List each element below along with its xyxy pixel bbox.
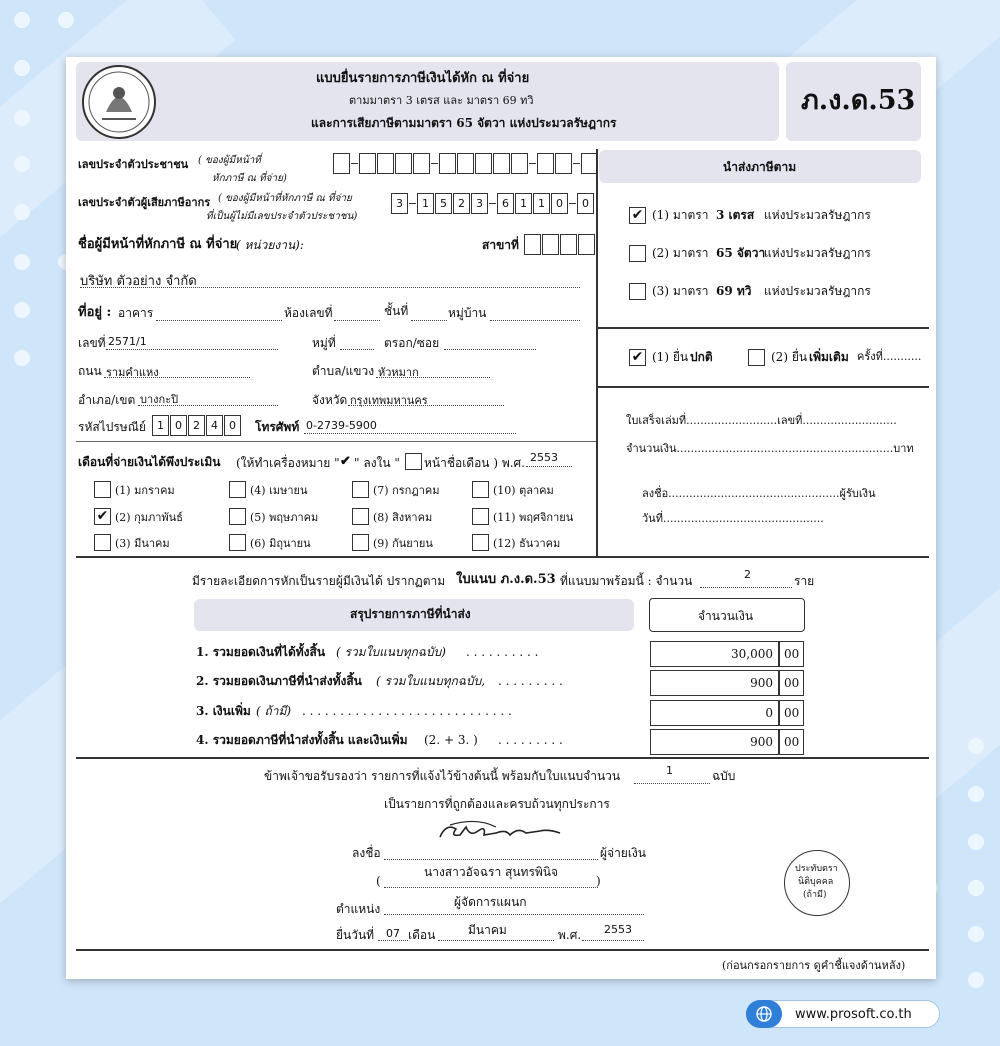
amount-field[interactable] bbox=[650, 641, 804, 667]
month-checkbox[interactable] bbox=[352, 508, 369, 525]
baht-satang-separator bbox=[778, 671, 780, 695]
globe-icon bbox=[746, 1000, 782, 1028]
amount-satang: 00 bbox=[784, 735, 800, 749]
divider bbox=[76, 949, 929, 951]
baht-satang-separator bbox=[778, 701, 780, 725]
village-field[interactable] bbox=[490, 320, 580, 321]
file-year-label: พ.ศ. bbox=[558, 928, 582, 942]
divider bbox=[76, 441, 597, 442]
separator-dash bbox=[489, 203, 496, 204]
separator-dash bbox=[351, 163, 358, 164]
village-label: หมู่บ้าน bbox=[448, 306, 487, 320]
baht-satang-separator bbox=[778, 642, 780, 666]
citizen-id-digit[interactable] bbox=[439, 153, 456, 174]
summary-row-label: 4. รวมยอดภาษีที่นำส่งทั้งสิ้น และเงินเพิ่ม bbox=[196, 733, 408, 747]
soi-label: ตรอก/ซอย bbox=[384, 336, 440, 350]
district-line bbox=[138, 405, 278, 406]
district-value[interactable]: บางกะปิ bbox=[140, 393, 179, 406]
tax-id-digit[interactable]: 2 bbox=[453, 193, 470, 214]
section-3-tres-checkbox[interactable] bbox=[629, 207, 646, 224]
province-label: จังหวัด bbox=[312, 393, 348, 407]
payer-name-paren: ) bbox=[596, 874, 601, 888]
postcode-digit[interactable]: 0 bbox=[224, 415, 241, 436]
certify-text: ข้าพเจ้าขอรับรองว่า รายการที่แจ้งไว้ข้างต้นนี้ พร้อมกับใบแนบจำนวน bbox=[264, 769, 621, 783]
postcode-digit[interactable]: 2 bbox=[188, 415, 205, 436]
revenue-department-logo bbox=[82, 65, 156, 139]
remit-option-label: (3) มาตรา bbox=[652, 284, 709, 298]
month-label: (4) เมษายน bbox=[250, 484, 308, 497]
soi-field[interactable] bbox=[444, 349, 536, 350]
background-dot bbox=[968, 926, 984, 942]
postcode-digit[interactable]: 4 bbox=[206, 415, 223, 436]
province-value[interactable]: กรุงเทพมหานคร bbox=[350, 394, 428, 407]
background-dot bbox=[14, 60, 30, 76]
citizen-id-digit[interactable] bbox=[457, 153, 474, 174]
separator-dash bbox=[409, 203, 416, 204]
signature-image bbox=[436, 819, 566, 849]
district-label: อำเภอ/เขต bbox=[78, 393, 136, 407]
payer-name-line bbox=[384, 887, 598, 888]
phone-label: โทรศัพท์ bbox=[255, 420, 300, 434]
payer-name-label: ชื่อผู้มีหน้าที่หักภาษี ณ ที่จ่าย bbox=[78, 237, 238, 252]
amount-field[interactable] bbox=[650, 670, 804, 696]
website-badge[interactable] bbox=[746, 1000, 940, 1028]
month-checkbox[interactable] bbox=[229, 508, 246, 525]
month-label: (1) มกราคม bbox=[115, 484, 175, 497]
address-label: ที่อยู่ : bbox=[78, 305, 112, 320]
month-checkbox[interactable] bbox=[94, 534, 111, 551]
tax-id-digit[interactable]: 5 bbox=[435, 193, 452, 214]
month-checkbox[interactable] bbox=[94, 481, 111, 498]
year-line bbox=[582, 940, 644, 941]
remit-option-label: (1) มาตรา bbox=[652, 208, 709, 222]
background-dot bbox=[14, 302, 30, 318]
month-instruction: หน้าชื่อเดือน ) พ.ศ. bbox=[424, 456, 525, 470]
moo-label: หมู่ที่ bbox=[312, 336, 336, 350]
additional-filing-checkbox[interactable] bbox=[748, 349, 765, 366]
footer-note: (ก่อนกรอกรายการ ดูคำชี้แจงด้านหลัง) bbox=[722, 959, 906, 972]
address-no-value[interactable]: 2571/1 bbox=[108, 335, 147, 348]
month-checkbox[interactable] bbox=[472, 481, 489, 498]
attachment-text: มีรายละเอียดการหักเป็นรายผู้มีเงินได้ ปรากฏตาม bbox=[192, 574, 446, 588]
certify-text: เป็นรายการที่ถูกต้องและครบถ้วนทุกประการ bbox=[384, 797, 610, 811]
position-label: ตำแหน่ง bbox=[336, 902, 381, 916]
summary-header: สรุปรายการภาษีที่นำส่ง bbox=[350, 607, 471, 621]
amount-satang: 00 bbox=[784, 676, 800, 690]
summary-row-note: (2. + 3. ) bbox=[424, 733, 478, 747]
citizen-id-digit[interactable] bbox=[395, 153, 412, 174]
province-line bbox=[348, 405, 504, 406]
road-label: ถนน bbox=[78, 364, 102, 378]
remit-option-label: (2) มาตรา bbox=[652, 246, 709, 260]
name-line bbox=[80, 287, 580, 288]
file-day[interactable]: 07 bbox=[386, 927, 400, 940]
citizen-id-digit[interactable] bbox=[333, 153, 350, 174]
background-dot bbox=[968, 972, 984, 988]
month-label: (5) พฤษภาคม bbox=[250, 511, 319, 524]
seal-text: ประทับตรา bbox=[795, 864, 838, 874]
month-label: (10) ตุลาคม bbox=[493, 484, 554, 497]
tax-id-digit[interactable]: 3 bbox=[471, 193, 488, 214]
subdistrict-value[interactable]: หัวหมาก bbox=[378, 366, 419, 379]
check-mark-icon: ✔ bbox=[631, 207, 644, 223]
summary-row-label: 3. เงินเพิ่ม bbox=[196, 704, 251, 718]
leader-dots: . . . . . . . . . . bbox=[466, 645, 539, 659]
position-value[interactable]: ผู้จัดการแผนก bbox=[454, 895, 527, 909]
attachment-count[interactable]: 2 bbox=[744, 568, 751, 581]
attachment-text: ที่แนบมาพร้อมนี้ : จำนวน bbox=[560, 574, 693, 588]
background-dot bbox=[968, 880, 984, 896]
background-dot bbox=[968, 738, 984, 754]
address-no-line bbox=[106, 349, 278, 350]
receiver-sign-field[interactable]: ลงชื่อ.................................................ผู้รับเงิน bbox=[642, 487, 876, 500]
form-subtitle: ตามมาตรา 3 เตรส และ มาตรา 69 ทวิ bbox=[349, 94, 534, 107]
tax-id-label: เลขประจำตัวผู้เสียภาษีอากร bbox=[78, 196, 211, 209]
citizen-id-digit[interactable] bbox=[413, 153, 430, 174]
tax-form-page bbox=[66, 57, 936, 979]
tax-id-digit[interactable]: 6 bbox=[497, 193, 514, 214]
payer-name-note: ( หน่วยงาน): bbox=[236, 238, 304, 252]
seal-text: นิติบุคคล bbox=[798, 877, 834, 887]
certify-text: ฉบับ bbox=[712, 769, 736, 783]
background-dot bbox=[58, 12, 74, 28]
background-dot bbox=[14, 350, 30, 366]
attachment-count-line bbox=[700, 587, 792, 588]
summary-row-label: 2. รวมยอดเงินภาษีที่นำส่งทั้งสิ้น bbox=[196, 674, 362, 688]
form-title: แบบยื่นรายการภาษีเงินได้หัก ณ ที่จ่าย bbox=[316, 71, 530, 86]
certify-copies[interactable]: 1 bbox=[666, 764, 673, 777]
check-mark-icon: ✔ bbox=[96, 508, 109, 524]
vertical-divider bbox=[596, 149, 598, 557]
address-no-label: เลขที่ bbox=[78, 336, 106, 350]
separator-dash bbox=[573, 163, 580, 164]
tax-id-digit[interactable]: 1 bbox=[515, 193, 532, 214]
amount-baht: 900 bbox=[750, 676, 773, 690]
baht-satang-separator bbox=[778, 730, 780, 754]
month-label: (11) พฤศจิกายน bbox=[493, 511, 574, 524]
room-label: ห้องเลขที่ bbox=[284, 306, 333, 320]
divider bbox=[597, 327, 929, 329]
month-label: (2) กุมภาพันธ์ bbox=[115, 511, 183, 524]
amount-satang: 00 bbox=[784, 647, 800, 661]
receipt-book-field[interactable]: ใบเสร็จเล่มที่..........................เลขที่........................... bbox=[626, 414, 897, 427]
check-mark-icon: ✔ bbox=[631, 349, 644, 365]
citizen-id-digit[interactable] bbox=[475, 153, 492, 174]
building-field[interactable] bbox=[156, 320, 282, 321]
file-year[interactable]: 2553 bbox=[604, 923, 632, 936]
seal-text: (ถ้ามี) bbox=[803, 890, 827, 900]
room-field[interactable] bbox=[334, 320, 380, 321]
month-checkbox[interactable] bbox=[229, 481, 246, 498]
background-dot bbox=[14, 156, 30, 172]
filing-label: เพิ่มเติม bbox=[809, 350, 849, 364]
attachment-form-name: ใบแนบ ภ.ง.ด.53 bbox=[456, 572, 556, 587]
remit-option-label: 65 จัตวา bbox=[716, 246, 766, 260]
form-code: ภ.ง.ด.53 bbox=[801, 85, 916, 116]
citizen-id-digit[interactable] bbox=[537, 153, 554, 174]
summary-row-note: ( ถ้ามี) bbox=[256, 704, 292, 718]
month-label: (7) กรกฎาคม bbox=[373, 484, 440, 497]
postcode-digit[interactable]: 0 bbox=[170, 415, 187, 436]
month-checkbox[interactable] bbox=[352, 481, 369, 498]
leader-dots: . . . . . . . . . . . . . . . . . . . . . . . . . . . . bbox=[302, 704, 512, 718]
payer-sign-label: ลงชื่อ bbox=[352, 846, 381, 860]
month-year[interactable]: 2553 bbox=[530, 451, 558, 464]
file-date-label: ยื่นวันที่ bbox=[336, 928, 375, 942]
payer-name-paren: ( bbox=[376, 874, 381, 888]
road-value[interactable]: รามคำแหง bbox=[106, 366, 159, 379]
background-dot bbox=[14, 254, 30, 270]
id-label: เลขประจำตัวประชาชน bbox=[78, 158, 189, 171]
day-line bbox=[378, 940, 408, 941]
branch-digit[interactable] bbox=[578, 234, 595, 255]
tax-id-digit[interactable]: 1 bbox=[417, 193, 434, 214]
filing-label: (2) ยื่น bbox=[771, 350, 808, 364]
divider bbox=[76, 556, 929, 558]
divider bbox=[76, 757, 929, 759]
background-dot bbox=[14, 110, 30, 126]
file-month-label: เดือน bbox=[408, 928, 436, 942]
payer-sign-suffix: ผู้จ่ายเงิน bbox=[600, 846, 646, 860]
summary-row-label: 1. รวมยอดเงินที่ได้ทั้งสิ้น bbox=[196, 645, 326, 659]
remit-header: นำส่งภาษีตาม bbox=[723, 160, 797, 174]
background-dot bbox=[14, 204, 30, 220]
background-dot bbox=[968, 834, 984, 850]
month-label: (9) กันยายน bbox=[373, 537, 433, 550]
month-label: (3) มีนาคม bbox=[115, 537, 170, 550]
checkbox-example bbox=[405, 453, 422, 470]
section-69-checkbox[interactable] bbox=[629, 283, 646, 300]
month-checkbox[interactable] bbox=[472, 534, 489, 551]
month-checkbox[interactable] bbox=[94, 508, 111, 525]
tax-id-digit[interactable]: 3 bbox=[391, 193, 408, 214]
year-line bbox=[526, 466, 572, 467]
remit-option-label: แห่งประมวลรัษฎากร bbox=[764, 284, 871, 298]
road-line bbox=[104, 377, 250, 378]
branch-digit[interactable] bbox=[542, 234, 559, 255]
month-checkbox[interactable] bbox=[352, 534, 369, 551]
month-label: (6) มิถุนายน bbox=[250, 537, 311, 550]
citizen-id-digit[interactable] bbox=[511, 153, 528, 174]
payer-full-name[interactable]: นางสาวอัจฉรา สุนทรพินิจ bbox=[424, 865, 559, 879]
receiver-date-field[interactable]: วันที่.............................................. bbox=[642, 512, 824, 525]
amount-baht: 30,000 bbox=[731, 647, 773, 661]
citizen-id-digit[interactable] bbox=[555, 153, 572, 174]
normal-filing-checkbox[interactable] bbox=[629, 349, 646, 366]
receipt-amount-field[interactable]: จำนวนเงิน..............................................................บาท bbox=[626, 442, 914, 455]
separator-dash bbox=[431, 163, 438, 164]
filing-label: ครั้งที่........... bbox=[857, 350, 922, 363]
tax-id-digit[interactable]: 0 bbox=[551, 193, 568, 214]
amount-header: จำนวนเงิน bbox=[698, 609, 754, 623]
filing-label: (1) ยื่น bbox=[652, 350, 689, 364]
form-subtitle-2: และการเสียภาษีตามมาตรา 65 จัตวา แห่งประมวลรัษฎากร bbox=[311, 116, 617, 130]
background-dot bbox=[968, 786, 984, 802]
building-label: อาคาร bbox=[118, 306, 154, 320]
citizen-id-digit[interactable] bbox=[359, 153, 376, 174]
leader-dots: . . . . . . . . . bbox=[498, 674, 563, 688]
moo-field[interactable] bbox=[340, 349, 374, 350]
attachment-unit: ราย bbox=[794, 574, 815, 588]
amount-satang: 00 bbox=[784, 706, 800, 720]
payer-sign-line[interactable] bbox=[384, 859, 598, 860]
remit-option-label: แห่งประมวลรัษฎากร bbox=[764, 246, 871, 260]
check-mark-icon: ✔ bbox=[340, 454, 351, 469]
id-note: หักภาษี ณ ที่จ่าย) bbox=[212, 173, 287, 184]
subdistrict-line bbox=[376, 377, 490, 378]
divider bbox=[597, 386, 929, 388]
summary-row-note: ( รวมใบแนบทุกฉบับ) bbox=[336, 645, 446, 659]
file-month[interactable]: มีนาคม bbox=[468, 923, 507, 937]
floor-field[interactable] bbox=[411, 320, 447, 321]
section-65-checkbox[interactable] bbox=[629, 245, 646, 262]
separator-dash bbox=[569, 203, 576, 204]
citizen-id-digit[interactable] bbox=[377, 153, 394, 174]
filing-label: ปกติ bbox=[690, 350, 713, 364]
company-seal-placeholder bbox=[784, 850, 850, 916]
tax-id-digit[interactable]: 1 bbox=[533, 193, 550, 214]
remit-option-label: แห่งประมวลรัษฎากร bbox=[764, 208, 871, 222]
month-label: (12) ธันวาคม bbox=[493, 537, 561, 550]
remit-option-label: 69 ทวิ bbox=[716, 284, 752, 298]
branch-digit[interactable] bbox=[524, 234, 541, 255]
citizen-id-digit[interactable] bbox=[493, 153, 510, 174]
website-url: www.prosoft.co.th bbox=[795, 1007, 912, 1022]
floor-label: ชั้นที่ bbox=[384, 304, 409, 318]
month-label: (8) สิงหาคม bbox=[373, 511, 433, 524]
month-checkbox[interactable] bbox=[229, 534, 246, 551]
amount-baht: 0 bbox=[765, 706, 773, 720]
branch-label: สาขาที่ bbox=[482, 238, 519, 252]
summary-row-note: ( รวมใบแนบทุกฉบับ, bbox=[376, 674, 486, 688]
background-dot bbox=[14, 12, 30, 28]
amount-field[interactable] bbox=[650, 700, 804, 726]
subdistrict-label: ตำบล/แขวง bbox=[312, 364, 375, 378]
phone-line bbox=[304, 433, 516, 434]
month-label: เดือนที่จ่ายเงินได้พึงประเมิน bbox=[78, 455, 221, 469]
postcode-label: รหัสไปรษณีย์ bbox=[78, 420, 146, 434]
branch-digit[interactable] bbox=[560, 234, 577, 255]
tax-id-digit[interactable]: 0 bbox=[577, 193, 594, 214]
remit-option-label: 3 เตรส bbox=[716, 208, 755, 222]
amount-baht: 900 bbox=[750, 735, 773, 749]
phone-value[interactable]: 0-2739-5900 bbox=[306, 419, 377, 432]
tax-id-note: ที่เป็นผู้ไม่มีเลขประจำตัวประชาชน) bbox=[206, 211, 358, 222]
separator-dash bbox=[529, 163, 536, 164]
copies-line bbox=[634, 783, 710, 784]
leader-dots: . . . . . . . . . bbox=[498, 733, 563, 747]
month-checkbox[interactable] bbox=[472, 508, 489, 525]
tax-id-note: ( ของผู้มีหน้าที่หักภาษี ณ ที่จ่าย bbox=[218, 193, 352, 204]
month-instruction: " ลงใน " bbox=[354, 456, 400, 470]
id-note: ( ของผู้มีหน้าที่ bbox=[198, 155, 261, 166]
payer-name-value[interactable]: บริษัท ตัวอย่าง จำกัด bbox=[80, 274, 197, 289]
month-instruction: (ให้ทำเครื่องหมาย " bbox=[236, 456, 340, 470]
month-line bbox=[438, 940, 554, 941]
position-line bbox=[384, 914, 644, 915]
postcode-digit[interactable]: 1 bbox=[152, 415, 169, 436]
amount-field[interactable] bbox=[650, 729, 804, 755]
